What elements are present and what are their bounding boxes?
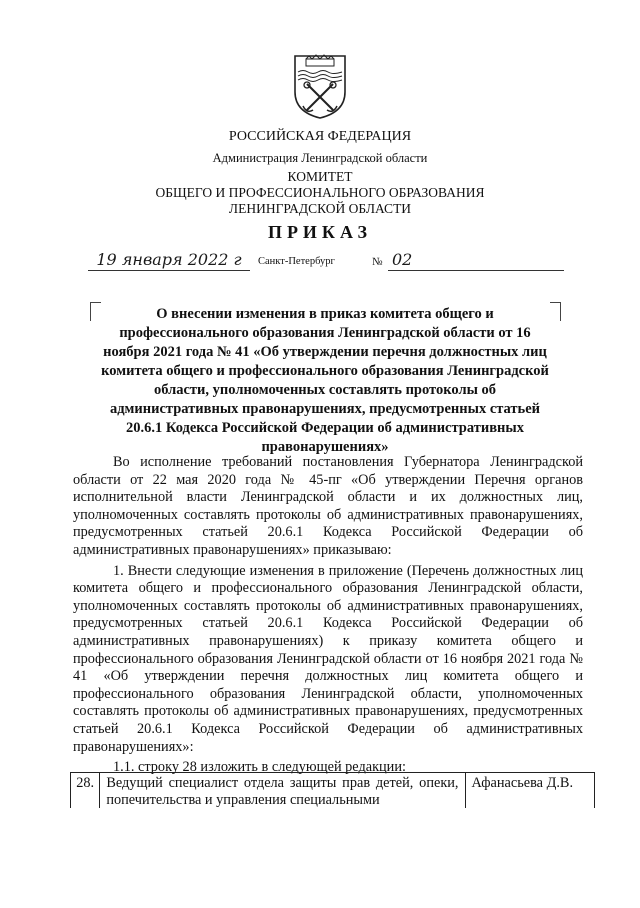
row-position: Ведущий специалист отдела защиты прав детей, опеки, попечительства и управления специальными	[100, 773, 465, 812]
order-date: 19 января 2022 г	[88, 250, 250, 271]
committee-label: КОМИТЕТ	[287, 169, 353, 184]
table-row	[71, 773, 595, 812]
document-title: ПРИКАЗ	[267, 222, 373, 242]
row-number: 28.	[71, 773, 100, 812]
row-person: Афанасьева Д.В.	[465, 773, 595, 812]
order-number: 02	[388, 250, 564, 271]
subject-bracket-right	[550, 302, 561, 321]
body-paragraph: 1. Внести следующие изменения в приложение (Перечень должностных лиц комитета общего и профессионального образования Ленинградской области, уполномоченных составлять протоколы об административных правонарушениях, предусмотренных статьей 20.6.1 Кодекса Российской Федерации об административных правонарушениях) к приказу комитета общего и профессионального образования Ленинградской области от 16 ноября 2021 года № 41 «Об утверждении перечня должностных лиц комитета общего и профессионального образования Ленинградской области, уполномоченных составлять протоколы об административных правонарушениях, предусмотренных статьей 20.6.1 Кодекса Российской Федерации об административных правонарушениях»:	[73, 562, 583, 755]
country-name: РОССИЙСКАЯ ФЕДЕРАЦИЯ	[228, 129, 412, 144]
body-paragraph: 1.1. строку 28 изложить в следующей редакции:	[113, 759, 406, 776]
number-sign: №	[372, 256, 383, 268]
order-body	[73, 454, 583, 780]
org-name-line1: ОБЩЕГО И ПРОФЕССИОНАЛЬНОГО ОБРАЗОВАНИЯ	[155, 185, 485, 200]
positions-table	[70, 772, 595, 812]
org-name-line2: ЛЕНИНГРАДСКОЙ ОБЛАСТИ	[228, 201, 412, 216]
administration-name: Администрация Ленинградской области	[212, 151, 428, 165]
order-subject: О внесении изменения в приказ комитета общего и профессионального образования Ленинградской области от 16 ноября 2021 года № 41 «Об утверждении перечня должностных лиц комитета общего и профессионального образования Ленинградской области, уполномоченных составлять протоколы об административных правонарушениях, предусмотренных статьей 20.6.1 Кодекса Российской Федерации об административных правонарушениях»	[101, 306, 549, 455]
order-place: Санкт-Петербург	[258, 256, 335, 267]
body-paragraph: Во исполнение требований постановления Губернатора Ленинградской области от 22 мая 2020 года № 45-пг «Об утверждении Перечня органов исполнительной власти Ленинградской области и их должностных лиц, уполномоченных составлять протоколы об административных правонарушениях, предусмотренных статьей 20.6.1 Кодекса Российской Федерации об административных правонарушениях» приказываю:	[73, 454, 583, 558]
coat-of-arms-icon	[293, 54, 347, 120]
page-bottom-mask	[60, 808, 620, 908]
